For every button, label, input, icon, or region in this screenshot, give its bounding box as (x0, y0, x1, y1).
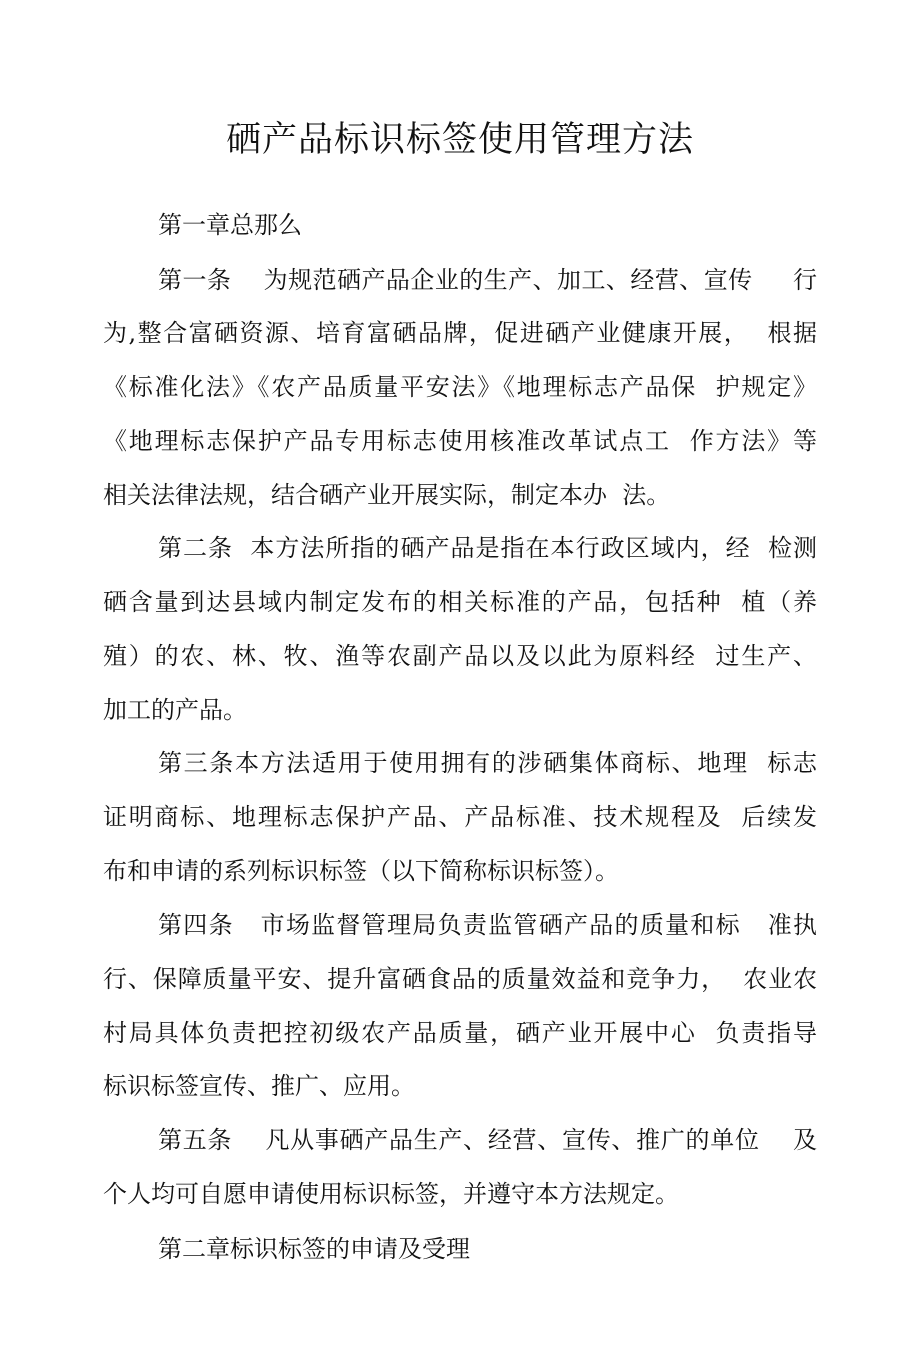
paragraph-line: 殖）的农、林、牧、渔等农副产品以及以此为原料经 过生产、 (103, 642, 817, 670)
chapter-heading: 第一章总那么 (158, 211, 302, 239)
chapter-heading: 第二章标识标签的申请及受理 (158, 1235, 470, 1263)
paragraph-line: 标识标签宣传、推广、应用。 (103, 1072, 415, 1100)
paragraph-line: 《标准化法》《农产品质量平安法》《地理标志产品保 护规定》 (103, 373, 817, 401)
paragraph-line: 布和申请的系列标识标签（以下简称标识标签）。 (103, 857, 619, 885)
paragraph-line: 相关法律法规，结合硒产业开展实际，制定本办 法。 (103, 481, 671, 509)
paragraph-line: 第三条本方法适用于使用拥有的涉硒集体商标、地理 标志 (158, 749, 817, 777)
paragraph-line: 加工的产品。 (103, 696, 247, 724)
document-title: 硒产品标识标签使用管理方法 (225, 120, 694, 160)
paragraph-line: 为,整合富硒资源、培育富硒品牌，促进硒产业健康开展， 根据 (103, 319, 817, 347)
paragraph-line: 村局具体负责把控初级农产品质量，硒产业开展中心 负责指导 (103, 1019, 817, 1047)
paragraph-line: 个人均可自愿申请使用标识标签，并遵守本方法规定。 (103, 1180, 679, 1208)
paragraph-line: 证明商标、地理标志保护产品、产品标准、技术规程及 后续发 (103, 803, 817, 831)
paragraph-line: 《地理标志保护产品专用标志使用核准改革试点工 作方法》等 (103, 427, 817, 455)
paragraph-line: 行、保障质量平安、提升富硒食品的质量效益和竞争力， 农业农 (103, 965, 817, 993)
paragraph-line: 第五条 凡从事硒产品生产、经营、宣传、推广的单位 及 (158, 1126, 817, 1154)
paragraph-line: 硒含量到达县域内制定发布的相关标准的产品，包括种 植（养 (103, 588, 817, 616)
paragraph-line: 第二条 本方法所指的硒产品是指在本行政区域内，经 检测 (158, 534, 817, 562)
paragraph-line: 第四条 市场监督管理局负责监管硒产品的质量和标 准执 (158, 911, 817, 939)
paragraph-line: 第一条 为规范硒产品企业的生产、加工、经营、宣传 行 (158, 266, 817, 294)
